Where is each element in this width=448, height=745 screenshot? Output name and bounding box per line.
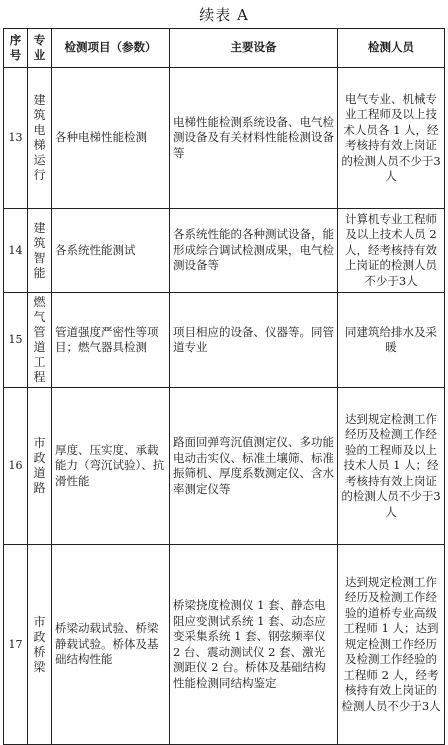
row-seq: 13 <box>4 68 28 209</box>
row-major-text: 建筑电梯运行 <box>33 93 46 182</box>
row-equipment: 路面回弹弯沉值测定仪、多功能电动击实仪、标准土壤筛、标准振筛机、厚度系数测定仪、含水率测定仪等 <box>170 388 338 545</box>
row-item: 管道强度严密性等项目；燃气器具检测 <box>52 293 170 388</box>
row-equipment: 桥梁挠度检测仪 1 套、静态电阻应变测试系统 1 套、动态应变采集系统 1 套、钢弦频率仪 2 台、震动测试仪 2 套、激光测距仪 2 台。桥体及基础结构性能检测同结构鉴定 <box>170 545 338 745</box>
row-seq: 15 <box>4 293 28 388</box>
header-seq: 序号 <box>4 29 28 68</box>
row-seq: 17 <box>4 545 28 745</box>
row-staff: 计算机专业工程师及以上技术人员 2 人，经考核持有效上岗证的检测人员不少于3人 <box>338 209 445 293</box>
row-item: 各系统性能测试 <box>52 209 170 293</box>
row-seq: 14 <box>4 209 28 293</box>
row-major <box>28 388 52 545</box>
row-staff: 达到规定检测工作经历及检测工作经验的道桥专业高级工程师 1 人；达到规定检测工作经历及检测工作经验的工程师 2 人，经考核持有效上岗证的检测人员不少于3人 <box>338 545 445 745</box>
table-title: 续表 A <box>199 6 249 24</box>
table-row <box>4 388 445 545</box>
row-major <box>28 209 52 293</box>
header-staff: 检测人员 <box>338 29 445 68</box>
table-row <box>4 293 445 388</box>
row-equipment: 电梯性能检测系统设备、电气检测设备及有关材料性能检测设备等 <box>170 68 338 209</box>
row-item: 各种电梯性能检测 <box>52 68 170 209</box>
row-major <box>28 68 52 209</box>
table-row <box>4 68 445 209</box>
header-major: 专业 <box>28 29 52 68</box>
row-item: 桥梁动载试验、桥梁静载试验。桥体及基础结构性能 <box>52 545 170 745</box>
row-major-text: 燃气管道工程 <box>33 295 46 384</box>
row-major <box>28 293 52 388</box>
row-major-text: 建筑智能 <box>33 220 46 280</box>
row-staff: 电气专业、机械专业工程师及以上技术人员各 1 人，经考核持有效上岗证的检测人员不少于3人 <box>338 68 445 209</box>
row-staff: 达到规定检测工作经历及检测工作经验的工程师及以上技术人员 1 人；经考核持有效上岗证的检测人员不少于3人 <box>338 388 445 545</box>
header-row <box>4 29 445 68</box>
row-seq: 16 <box>4 388 28 545</box>
row-item: 厚度、压实度、承载能力（弯沉试验）、抗滑性能 <box>52 388 170 545</box>
detection-table <box>3 28 445 745</box>
row-equipment: 项目相应的设备、仪器等。同管道专业 <box>170 293 338 388</box>
row-staff: 同建筑给排水及采暖 <box>338 293 445 388</box>
row-equipment: 各系统性能的各种测试设备，能形成综合调试检测成果，电气检测设备等 <box>170 209 338 293</box>
row-major-text: 市政道路 <box>33 436 46 495</box>
row-major-text: 市政桥梁 <box>33 614 46 674</box>
header-equipment: 主要设备 <box>170 29 338 68</box>
header-item: 检测项目（参数） <box>52 29 170 68</box>
table-row <box>4 209 445 293</box>
